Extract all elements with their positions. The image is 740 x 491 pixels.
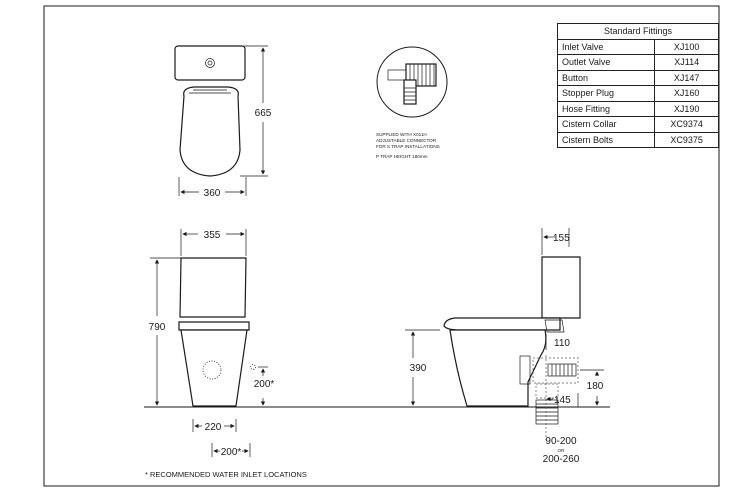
fitting-code: XJ190 <box>655 101 719 117</box>
connector-note-line1: SUPPLIED WITH X011H <box>376 132 427 137</box>
dim-front-width: 355 <box>203 230 221 241</box>
side-view-seat <box>444 318 560 330</box>
dim-inlet-height: 200* <box>253 379 275 390</box>
table-row <box>558 70 719 86</box>
connector-note-line3: FOR S TRAP INSTALLATIONS <box>376 144 440 149</box>
front-view-seat <box>179 322 249 330</box>
fitting-part: Hose Fitting <box>558 101 655 117</box>
dim-top-width: 360 <box>203 188 221 199</box>
side-view <box>405 228 604 465</box>
top-view-seat <box>180 87 240 176</box>
dim-set-out-1: 90-200 <box>545 436 577 447</box>
fitting-part: Button <box>558 70 655 86</box>
table-row <box>558 86 719 102</box>
fitting-part: Outlet Valve <box>558 55 655 71</box>
connector-note-line4: P TRAP HEIGHT 180mm <box>376 154 428 159</box>
fitting-part: Cistern Bolts <box>558 132 655 148</box>
fitting-part: Inlet Valve <box>558 39 655 55</box>
dim-collar-offset: 110 <box>554 338 570 349</box>
footnote: * RECOMMENDED WATER INLET LOCATIONS <box>145 470 307 479</box>
fitting-code: XJ100 <box>655 39 719 55</box>
dim-inlet-spacing: 200* <box>220 447 242 458</box>
dim-cistern-depth: 155 <box>553 233 570 244</box>
table-row <box>558 39 719 55</box>
top-view <box>175 46 272 199</box>
front-view-cistern <box>180 258 246 317</box>
fitting-part: Cistern Collar <box>558 117 655 133</box>
side-view-pan <box>450 330 546 406</box>
fitting-code: XJ114 <box>655 55 719 71</box>
table-row <box>558 101 719 117</box>
dim-trap-height: 180 <box>586 381 604 392</box>
fitting-code: XJ147 <box>655 70 719 86</box>
p-trap-outline <box>533 358 578 383</box>
fitting-code: XC9375 <box>655 132 719 148</box>
connector-note-line2: ADJUSTABLE CONNECTOR <box>376 138 437 143</box>
fitting-part: Stopper Plug <box>558 86 655 102</box>
standard-fittings-table <box>557 23 719 148</box>
dim-seat-height: 390 <box>409 363 427 374</box>
dim-top-depth: 665 <box>254 108 272 119</box>
dim-trap-offset: 145 <box>554 395 571 406</box>
dim-set-out-2: 200-260 <box>542 454 580 465</box>
table-row <box>558 132 719 148</box>
dim-front-base: 220 <box>204 422 222 433</box>
dim-set-out-or: OR <box>557 448 565 453</box>
side-view-cistern <box>542 257 580 318</box>
fitting-code: XJ160 <box>655 86 719 102</box>
table-row <box>558 117 719 133</box>
table-row <box>558 55 719 71</box>
dim-front-height: 790 <box>148 322 166 333</box>
front-view-pan <box>181 330 247 406</box>
fitting-code: XC9374 <box>655 117 719 133</box>
top-view-cistern <box>175 46 245 80</box>
connector-detail <box>376 47 447 159</box>
fittings-table-title: Standard Fittings <box>558 24 719 40</box>
